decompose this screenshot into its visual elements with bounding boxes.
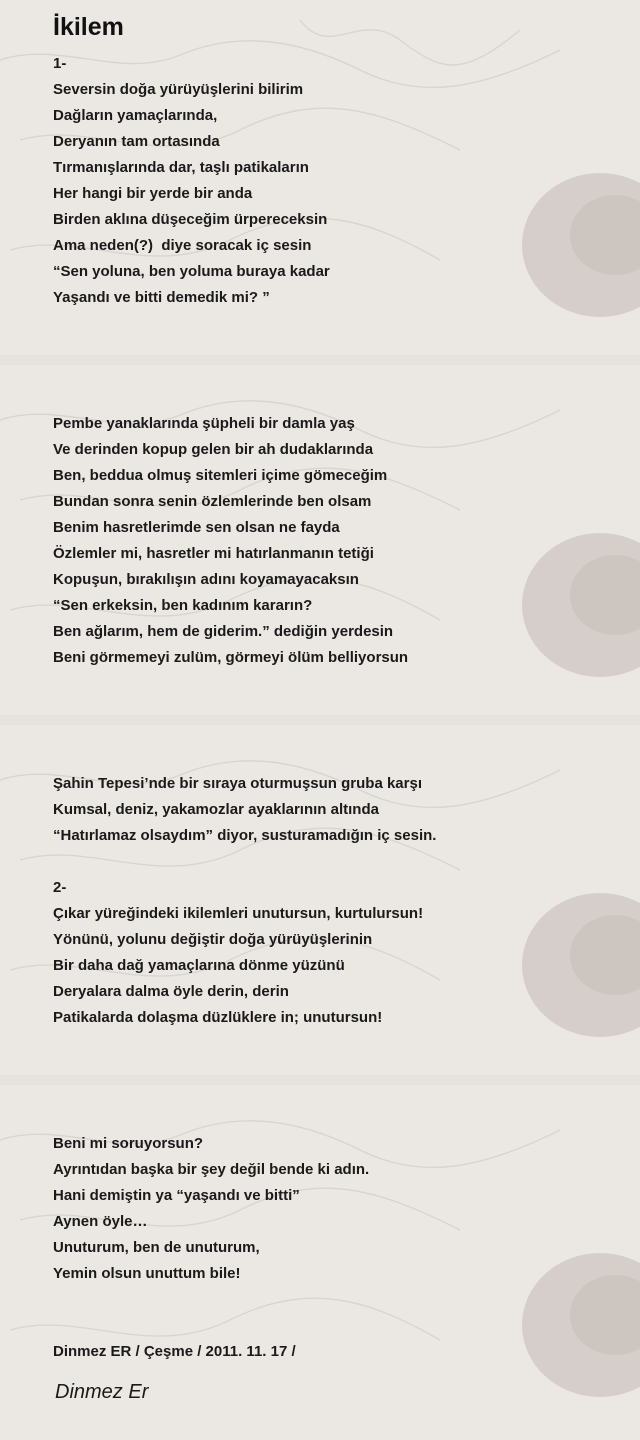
poem-line: Yönünü, yolunu değiştir doğa yürüyüşlerinin	[53, 931, 373, 948]
poem-line: Deryalara dalma öyle derin, derin	[53, 983, 289, 1000]
poem-line: Bundan sonra senin özlemlerinde ben olsam	[53, 493, 372, 510]
poem-line: Tırmanışlarında dar, taşlı patikaların	[53, 159, 309, 176]
poem-line: Ama neden(?) diye soracak iç sesin	[53, 237, 312, 254]
poem-line: Kumsal, deniz, yakamozlar ayaklarının altında	[53, 801, 379, 818]
poem-line: Aynen öyle…	[53, 1213, 148, 1230]
poem-line: Çıkar yüreğindeki ikilemleri unutursun, kurtulursun!	[53, 905, 424, 922]
poem-line: “Hatırlamaz olsaydım” diyor, susturamadığın iç sesin.	[53, 827, 437, 844]
poem-line: Benim hasretlerimde sen olsan ne fayda	[53, 519, 340, 536]
poem-line: “Sen yoluna, ben yoluma buraya kadar	[53, 263, 330, 280]
poem-line: Yaşandı ve bitti demedik mi? ”	[53, 289, 270, 306]
poem-line: Hani demiştin ya “yaşandı ve bitti”	[53, 1187, 300, 1204]
poem-line: Özlemler mi, hasretler mi hatırlanmanın tetiği	[53, 545, 374, 562]
poem-line: Seversin doğa yürüyüşlerini bilirim	[53, 81, 304, 98]
poem-line: 2-	[53, 879, 67, 896]
poem-line: Dağların yamaçlarında,	[53, 107, 218, 124]
author-name: Dinmez Er	[55, 1381, 149, 1403]
poem-line: Kopuşun, bırakılışın adını koyamayacaksın	[53, 571, 359, 588]
poem-line: Ve derinden kopup gelen bir ah dudaklarında	[53, 441, 374, 458]
poem-line: Unuturum, ben de unuturum,	[53, 1239, 260, 1256]
poem-line: Patikalarda dolaşma düzlüklere in; unutursun!	[53, 1009, 383, 1026]
poem-line: Birden aklına düşeceğim ürpereceksin	[53, 211, 328, 228]
poem-line: Deryanın tam ortasında	[53, 133, 220, 150]
poem-line: Ben, beddua olmuş sitemleri içime gömeceğim	[53, 467, 388, 484]
poem-line: “Sen erkeksin, ben kadınım kararın?	[53, 597, 313, 614]
poem-signature-line: Dinmez ER / Çeşme / 2011. 11. 17 /	[53, 1343, 296, 1360]
poem-line: Yemin olsun unuttum bile!	[53, 1265, 241, 1282]
poem-line: Beni görmemeyi zulüm, görmeyi ölüm belliyorsun	[53, 649, 409, 666]
poem-line: Beni mi soruyorsun?	[53, 1135, 204, 1152]
poem-line: Her hangi bir yerde bir anda	[53, 185, 253, 202]
poem-line: Pembe yanaklarında şüpheli bir damla yaş	[53, 415, 355, 432]
poem-line: Bir daha dağ yamaçlarına dönme yüzünü	[53, 957, 345, 974]
poem-line: 1-	[53, 55, 67, 72]
poem-title: İkilem	[53, 13, 124, 41]
poem-line: Ayrıntıdan başka bir şey değil bende ki adın.	[53, 1161, 370, 1178]
poem-line: Şahin Tepesi’nde bir sıraya oturmuşsun gruba karşı	[53, 775, 422, 792]
poem-line: Ben ağlarım, hem de giderim.” dediğin yerdesin	[53, 623, 394, 640]
